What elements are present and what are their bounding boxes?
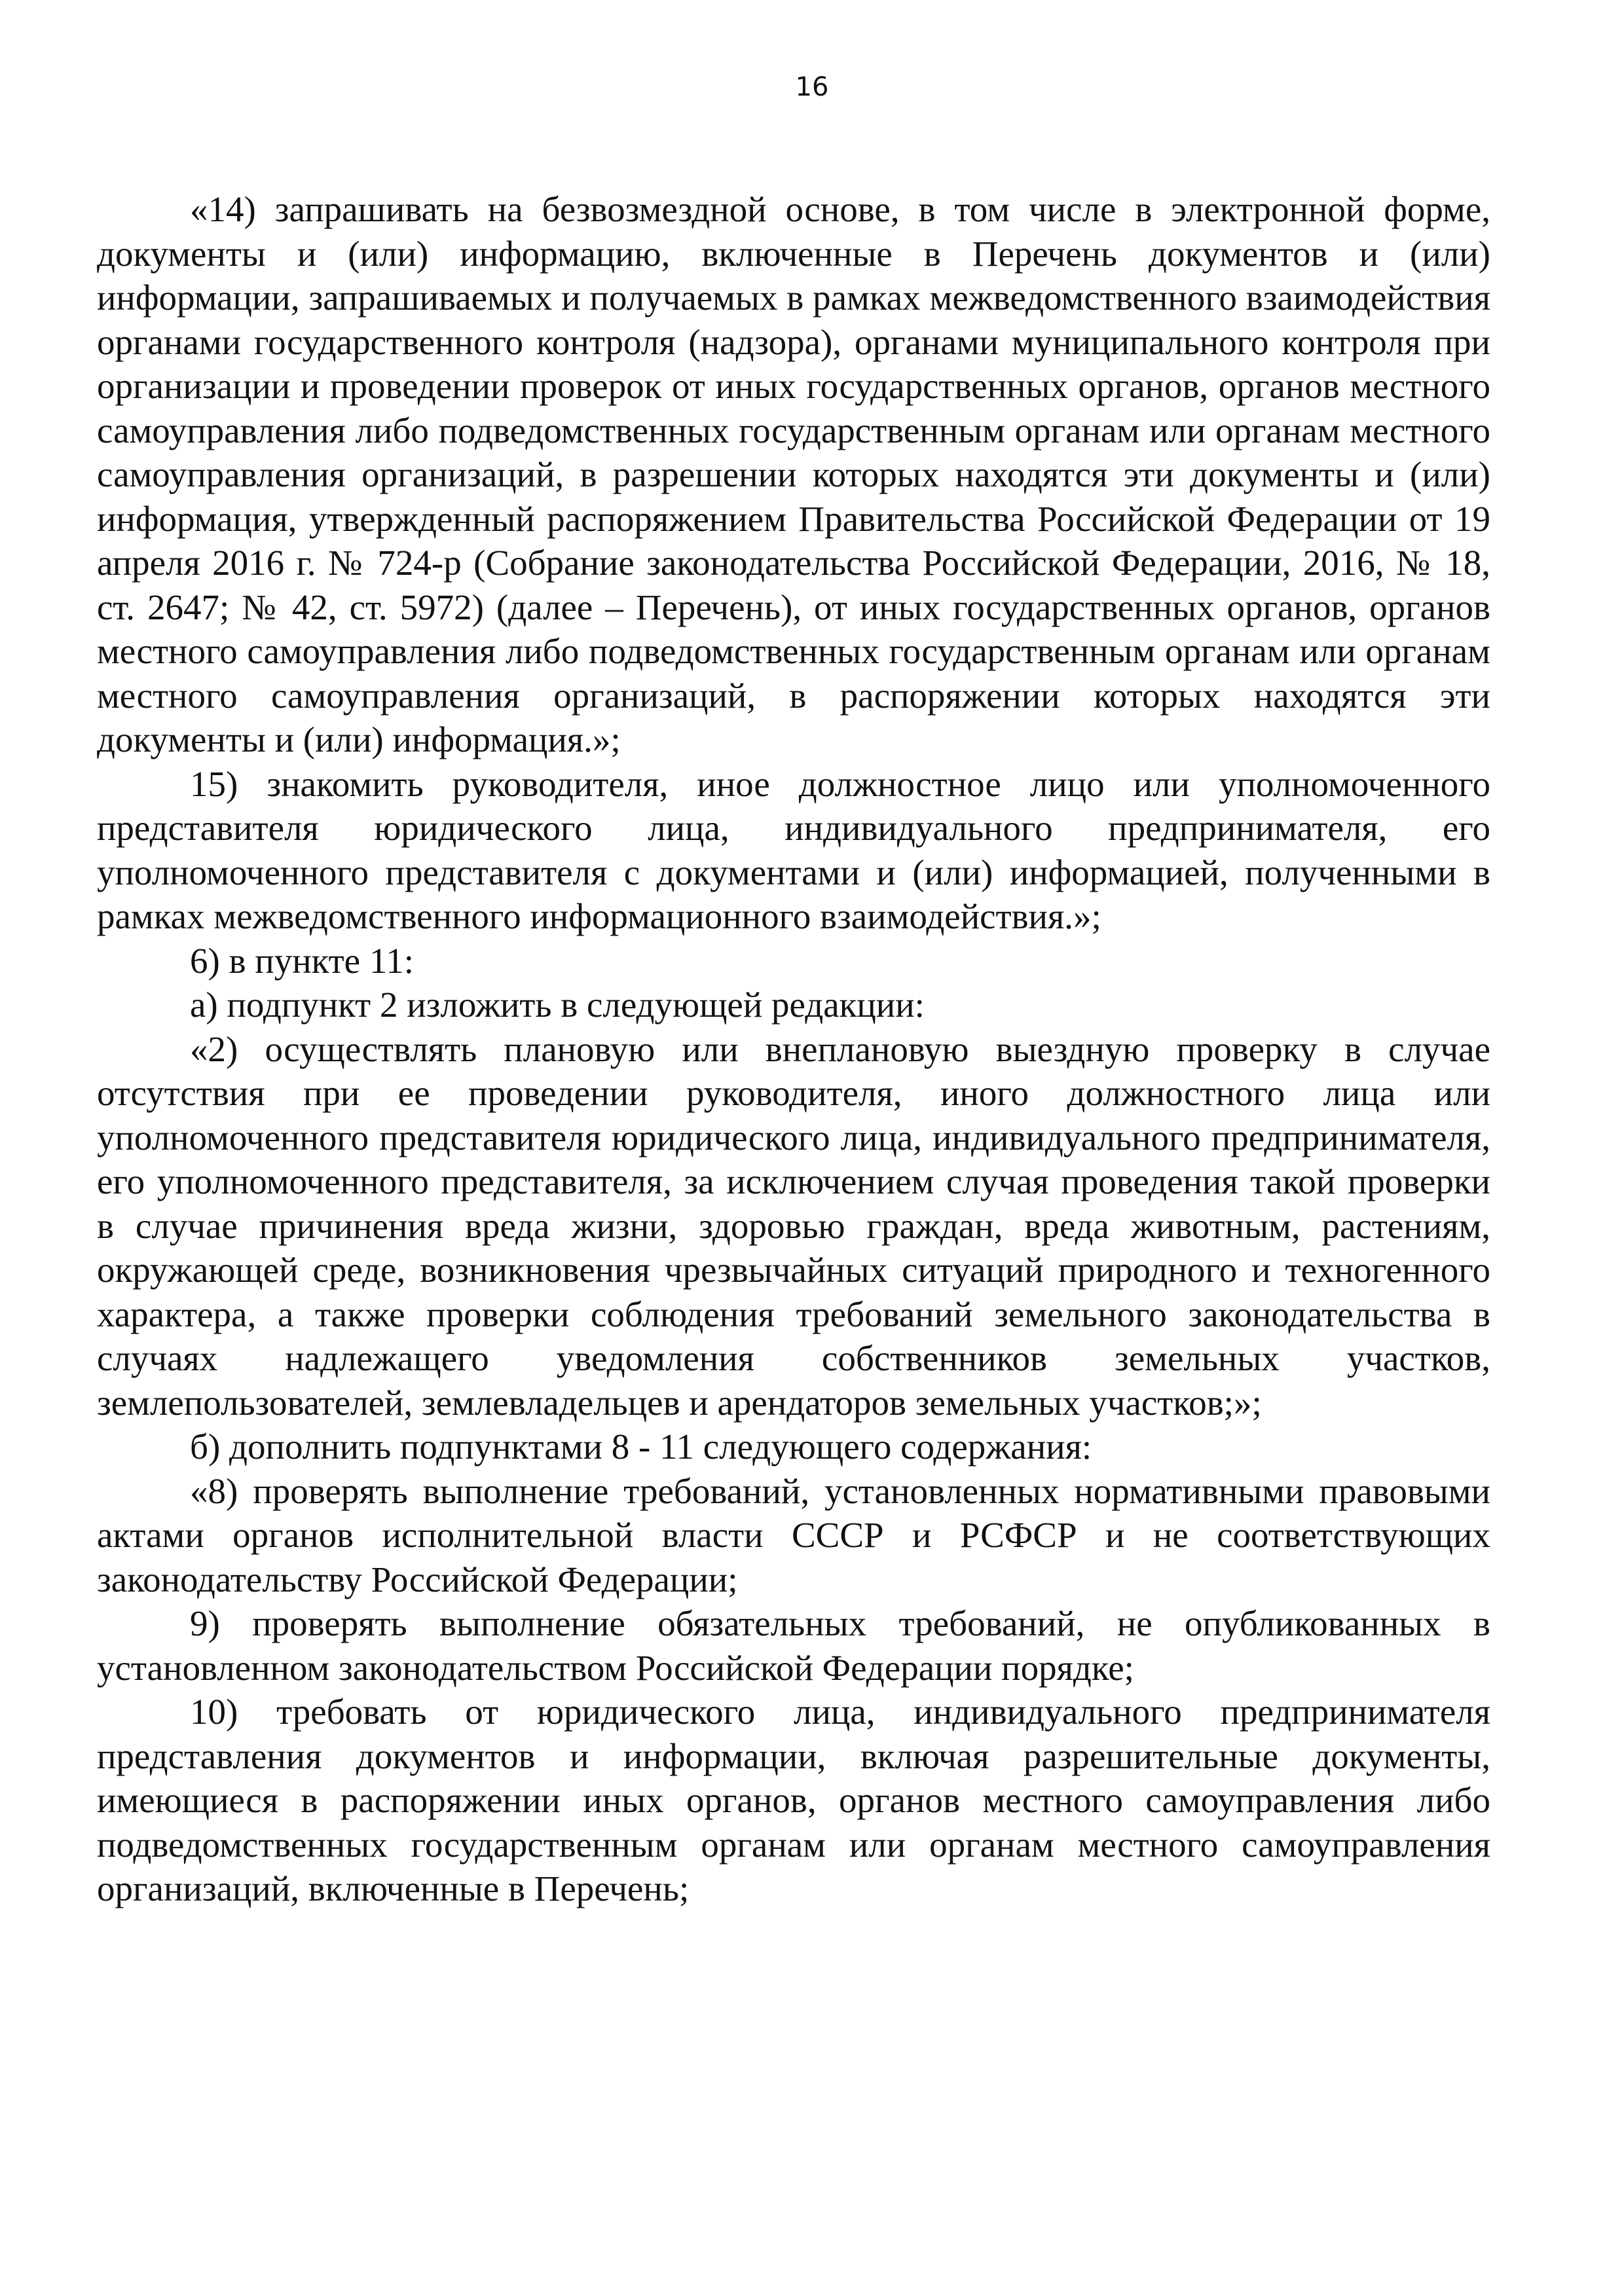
page-number: 16 [795,72,829,102]
paragraph-item-14: «14) запрашивать на безвозмездной основе, в том числе в электронной форме, документы и (или) информацию, включенные в Перечень документов и (или) информации, запрашиваемых и получаемых в рамках межведомственного взаимодействия органами государственного контроля (надзора), органами муниципального контроля при организации и проведении проверок от иных государственных органов, органов местного самоуправления либо подведомственных государственным органам или органам местного самоуправления организаций, в разрешении которых находятся эти документы и (или) информация, утвержденный распоряжением Правительства Российской Федерации от 19 апреля 2016 г. № 724-р (Собрание законодательства Российской Федерации, 2016, № 18, ст. 2647; № 42, ст. 5972) (далее – Перечень), от иных государственных органов, органов местного самоуправления либо подведомственных государственным органам или органам местного самоуправления организаций, в распоряжении которых находятся эти документы и (или) информация.»; [97,189,1490,759]
paragraph-item-10: 10) требовать от юридического лица, индивидуального предпринимателя представления документов и информации, включая разрешительные документы, имеющиеся в распоряжении иных органов, органов местного самоуправления либо подведомственных государственным органам или органам местного самоуправления организаций, включенные в Перечень; [97,1692,1490,1908]
paragraph-point-6: 6) в пункте 11: [190,940,415,981]
paragraph-subpoint-a: а) подпункт 2 изложить в следующей редакции: [190,985,925,1025]
paragraph-item-9: 9) проверять выполнение обязательных требований, не опубликованных в установленном законодательством Российской Федерации порядке; [97,1603,1490,1688]
document-body [97,187,1490,1911]
paragraph-item-2: «2) осуществлять плановую или внеплановую выездную проверку в случае отсутствия при ее проведении руководителя, иного должностного лица или уполномоченного представителя юридического лица, индивидуального предпринимателя, его уполномоченного представителя, за исключением случая проведения такой проверки в случае причинения вреда жизни, здоровью граждан, вреда животным, растениям, окружающей среде, возникновения чрезвычайных ситуаций природного и техногенного характера, а также проверки соблюдения требований земельного законодательства в случаях надлежащего уведомления собственников земельных участков, землепользователей, землевладельцев и арендаторов земельных участков;»; [97,1029,1490,1423]
paragraph-item-15: 15) знакомить руководителя, иное должностное лицо или уполномоченного представителя юридического лица, индивидуального предпринимателя, его уполномоченного представителя с документами и (или) информацией, полученными в рамках межведомственного информационного взаимодействия.»; [97,763,1490,936]
paragraph-item-8: «8) проверять выполнение требований, установленных нормативными правовыми актами органов исполнительной власти СССР и РСФСР и не соответствующих законодательству Российской Федерации; [97,1470,1490,1599]
paragraph-subpoint-b: б) дополнить подпунктами 8 - 11 следующего содержания: [190,1427,1092,1467]
